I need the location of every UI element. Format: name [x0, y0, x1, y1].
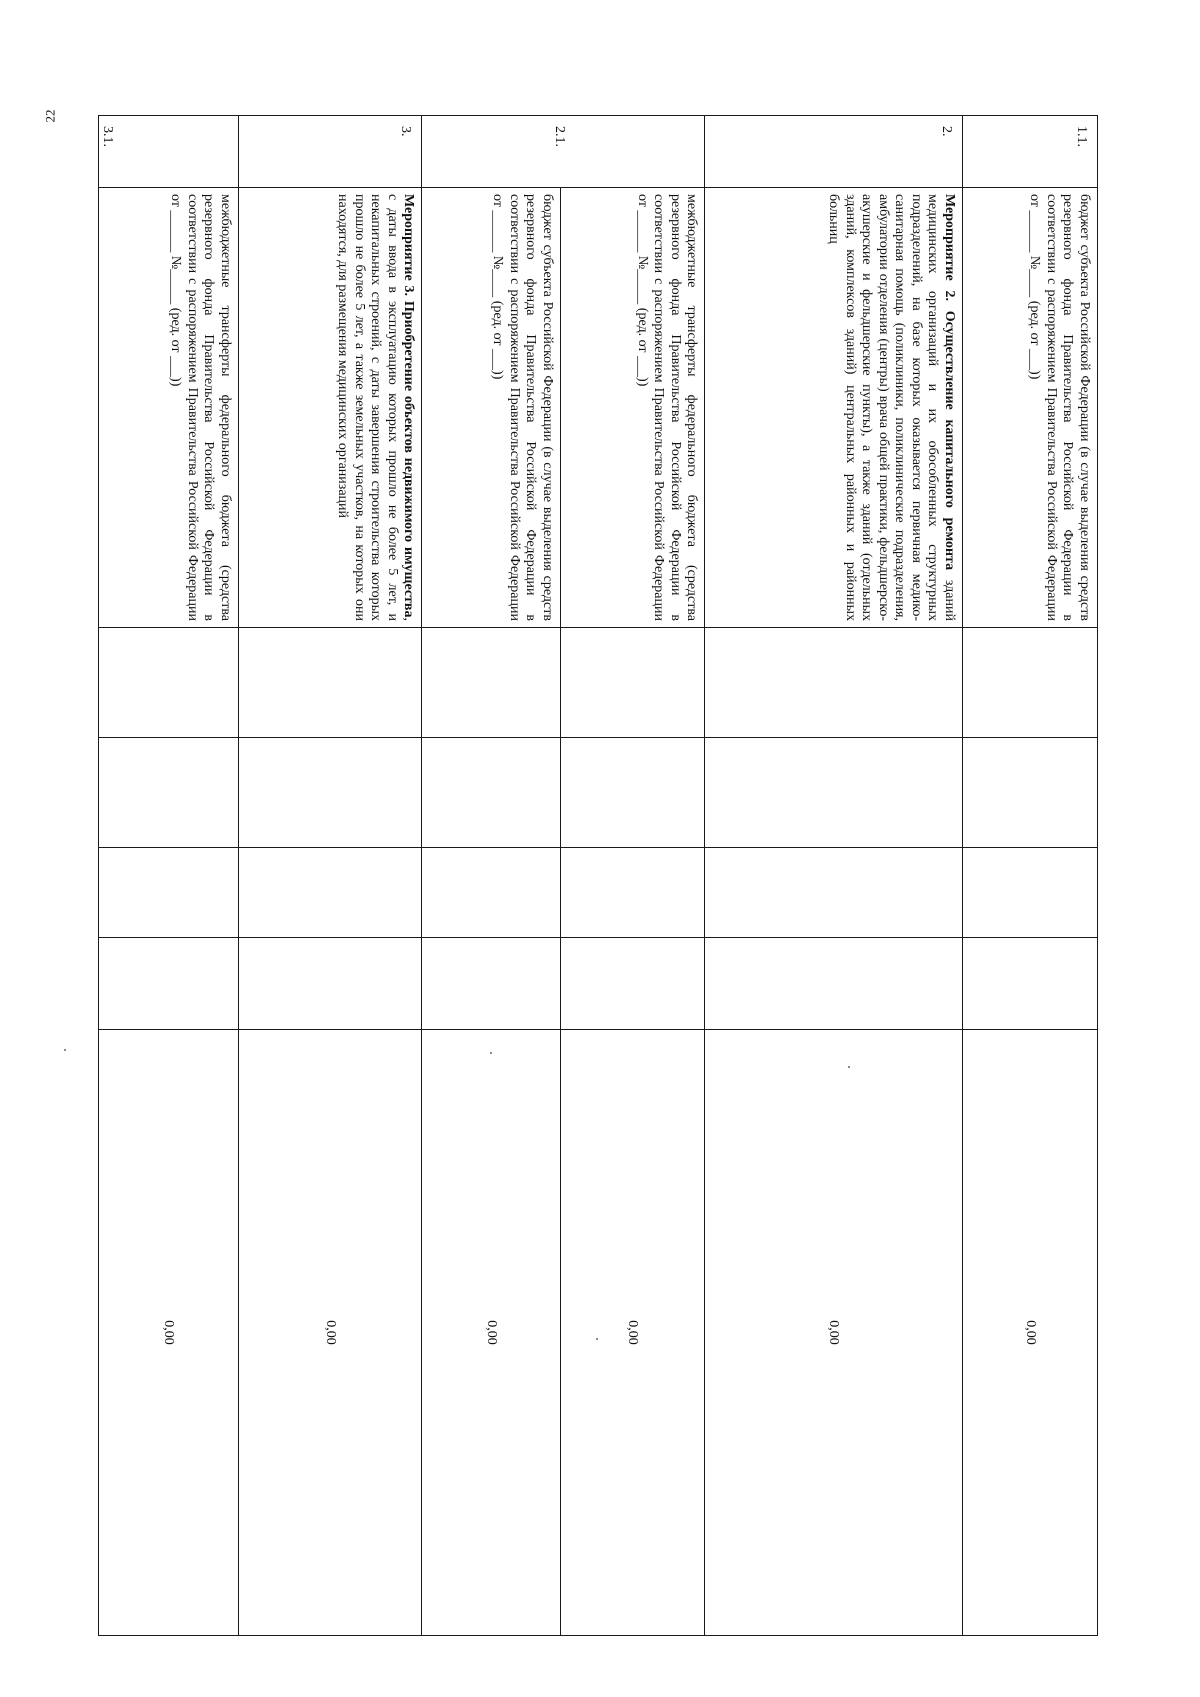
funding-table [98, 115, 1098, 1636]
row-description [422, 188, 561, 628]
empty-cell [560, 628, 704, 738]
row-text: межбюджетные трансферты федерального бюджета (средства резервного фонда Правительства Российской Федерации в соответствии с распоряжением Правительства Российской Федерации от ______ №_____ (ред. от ___)) [168, 194, 233, 621]
row-title: Мероприятие 3. Приобретение объектов недвижимого имущества [401, 194, 417, 618]
row-value: 0,00 [422, 1030, 561, 1636]
empty-cell [560, 938, 704, 1030]
empty-cell [238, 738, 421, 848]
row-value: 0,00 [705, 1030, 963, 1636]
rotated-page [98, 115, 1098, 1635]
row-title: Мероприятие 2. Осуществление капитального ремонта [941, 194, 957, 571]
row-value: 0,00 [99, 1030, 239, 1636]
row-description [99, 188, 239, 628]
scan-speck [848, 1066, 850, 1068]
row-text: межбюджетные трансферты федерального бюджета (средства резервного фонда Правительства Российской Федерации в соответствии с распоряжением Правительства Российской Федерации от ______ №_____ (ред. от ___)) [634, 194, 700, 621]
row-text: зданий медицинских организаций и их обособленных структурных подразделений, на базе которых оказывается первичная медико-санитарная помощь (поликлиники, поликлинические подразделения, амбулатории отделения (центры) врача общей практики, фельдшерско-акушерские и фельдшерские пункты), а также зданий (отдельных зданий, комплексов зданий) центральных районных и районных больниц [826, 194, 957, 621]
empty-cell [422, 938, 561, 1030]
table-row [238, 116, 421, 1636]
page-number: 22 [42, 109, 58, 123]
row-text: бюджет субъекта Российской Федерации (в случае выделения средств резервного фонда Правительства Российской Федерации в соответствии с распоряжением Правительства Российской Федерации от ______ №____ (ред. от ___)) [490, 194, 555, 621]
table-row [99, 116, 239, 1636]
row-number-text: 3.1. [100, 126, 115, 147]
empty-cell [422, 738, 561, 848]
empty-cell [422, 848, 561, 938]
row-number: 2. [705, 116, 963, 188]
empty-cell [705, 738, 963, 848]
table-row [962, 116, 1097, 1636]
row-description [238, 188, 421, 628]
empty-cell [962, 848, 1097, 938]
row-value: 0,00 [560, 1030, 704, 1636]
row-number: 1.1. [962, 116, 1097, 188]
empty-cell [238, 628, 421, 738]
row-description [962, 188, 1097, 628]
empty-cell [422, 628, 561, 738]
empty-cell [962, 938, 1097, 1030]
empty-cell [99, 938, 239, 1030]
row-number [99, 116, 239, 188]
empty-cell [99, 628, 239, 738]
empty-cell [705, 938, 963, 1030]
table-row [422, 116, 561, 1636]
empty-cell [238, 848, 421, 938]
empty-cell [560, 848, 704, 938]
row-description [705, 188, 963, 628]
scan-speck [490, 1052, 492, 1054]
row-description [560, 188, 704, 628]
scan-speck [64, 1049, 66, 1051]
row-number: 2.1. [422, 116, 705, 188]
scan-speck [596, 1338, 598, 1340]
empty-cell [962, 628, 1097, 738]
table-row [560, 116, 704, 1636]
empty-cell [705, 848, 963, 938]
row-text: , с даты ввода в эксплуатацию которых прошло не более 5 лет, и некапитальных строений, с даты завершения строительства которых прошло не более 5 лет, а также земельных участков, на которых они находятся, для размещения медицинских организаций [335, 194, 417, 621]
empty-cell [560, 738, 704, 848]
empty-cell [99, 848, 239, 938]
row-text: бюджет субъекта Российской Федерации (в случае выделения средств резервного фонда Правительства Российской Федерации в соответствии с распоряжением Правительства Российской Федерации от ______ №____ (ред. от ___)) [1027, 194, 1092, 621]
empty-cell [705, 628, 963, 738]
empty-cell [238, 938, 421, 1030]
row-value: 0,00 [238, 1030, 421, 1636]
empty-cell [99, 738, 239, 848]
row-number: 3. [238, 116, 421, 188]
row-value: 0,00 [962, 1030, 1097, 1636]
empty-cell [962, 738, 1097, 848]
table-row [705, 116, 963, 1636]
